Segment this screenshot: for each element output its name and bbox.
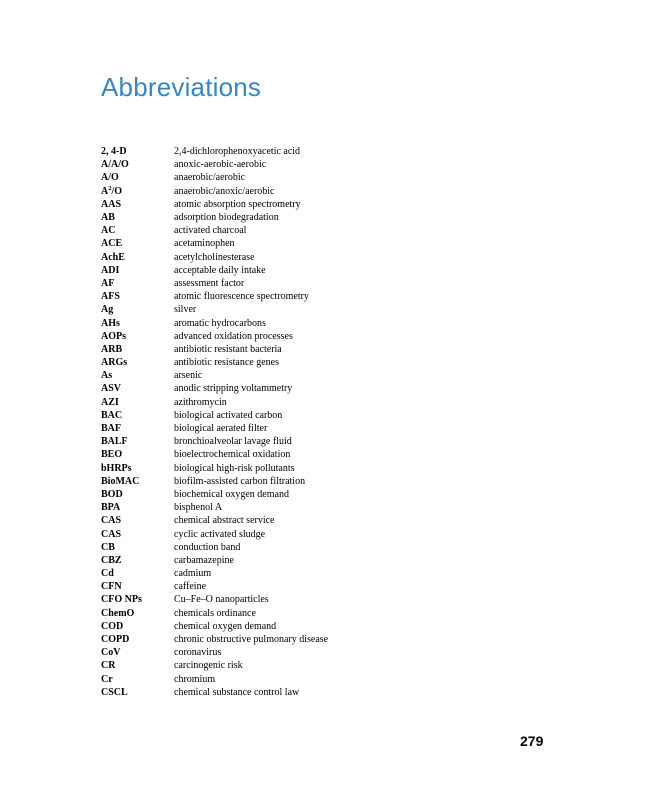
abbreviation-term: CoV [101, 647, 121, 659]
abbreviation-definition: cyclic activated sludge [174, 528, 266, 540]
abbreviation-definition: biological aerated filter [174, 423, 268, 435]
abbreviation-row [101, 409, 561, 422]
abbreviation-list [101, 145, 561, 699]
abbreviation-row [101, 646, 561, 659]
abbreviation-row [101, 356, 561, 369]
abbreviation-term: AB [101, 212, 115, 224]
abbreviation-term: CSCL [101, 686, 128, 698]
abbreviation-term: AZI [101, 396, 119, 408]
abbreviation-row [101, 422, 561, 435]
abbreviation-definition: antibiotic resistant bacteria [174, 343, 282, 355]
abbreviation-term: COPD [101, 634, 130, 646]
abbreviation-term: BPA [101, 502, 121, 514]
abbreviation-definition: chemicals ordinance [174, 607, 256, 619]
abbreviation-term: bHRPs [101, 462, 132, 474]
abbreviation-row [101, 554, 561, 567]
abbreviation-row [101, 251, 561, 264]
abbreviation-term: 2, 4-D [101, 146, 127, 158]
abbreviation-term: As [101, 370, 113, 382]
abbreviation-row [101, 330, 561, 343]
abbreviation-definition: caffeine [174, 581, 207, 593]
abbreviation-definition: Cu–Fe–O nanoparticles [174, 594, 269, 606]
abbreviation-definition: assessment factor [174, 277, 245, 289]
abbreviation-definition: adsorption biodegradation [174, 212, 279, 224]
abbreviation-definition: aromatic hydrocarbons [174, 317, 266, 329]
abbreviation-definition: atomic absorption spectrometry [174, 198, 301, 210]
abbreviation-definition: carbamazepine [174, 554, 234, 566]
abbreviation-term: Cr [101, 673, 113, 685]
abbreviation-term: ARGs [101, 357, 128, 369]
abbreviation-term: BioMAC [101, 475, 140, 487]
abbreviation-row [101, 158, 561, 171]
abbreviation-definition: atomic fluorescence spectrometry [174, 291, 309, 303]
abbreviation-row [101, 567, 561, 580]
abbreviation-definition: activated charcoal [174, 225, 247, 237]
abbreviation-definition: chemical substance control law [174, 686, 300, 698]
abbreviation-definition: biofilm-assisted carbon filtration [174, 475, 306, 487]
abbreviation-term: BOD [101, 488, 123, 500]
abbreviation-term-superscript: 2 [108, 184, 112, 192]
abbreviation-term: AHs [101, 317, 120, 329]
abbreviation-row [101, 686, 561, 699]
abbreviation-row [101, 593, 561, 606]
abbreviation-row [101, 462, 561, 475]
abbreviation-term: AchE [101, 251, 125, 263]
abbreviation-term: ARB [101, 343, 123, 355]
abbreviation-definition: chromium [174, 673, 216, 685]
abbreviation-definition: cadmium [174, 568, 212, 580]
abbreviation-term [101, 186, 174, 197]
abbreviation-term: ASV [101, 383, 122, 395]
abbreviation-term: AC [101, 225, 116, 237]
abbreviation-row [101, 198, 561, 211]
abbreviation-definition: bioelectrochemical oxidation [174, 449, 291, 461]
abbreviation-term: ACE [101, 238, 123, 250]
abbreviation-term: CAS [101, 528, 122, 540]
abbreviation-row [101, 527, 561, 540]
abbreviation-row [101, 145, 561, 158]
abbreviation-term-rest: /O [111, 185, 123, 197]
page-number: 279 [520, 733, 544, 749]
abbreviation-term: AOPs [101, 330, 126, 342]
abbreviation-term: BALF [101, 436, 128, 448]
abbreviation-row [101, 224, 561, 237]
abbreviation-row [101, 620, 561, 633]
abbreviation-definition: conduction band [174, 541, 241, 553]
abbreviation-row [101, 435, 561, 448]
abbreviation-definition: biochemical oxygen demand [174, 488, 289, 500]
abbreviation-row [101, 541, 561, 554]
abbreviation-row [101, 185, 561, 198]
abbreviation-row [101, 343, 561, 356]
abbreviation-definition: anodic stripping voltammetry [174, 383, 293, 395]
abbreviation-row [101, 659, 561, 672]
abbreviation-row [101, 673, 561, 686]
abbreviation-term: AFS [101, 291, 120, 303]
abbreviation-definition: chemical oxygen demand [174, 620, 277, 632]
abbreviation-row [101, 448, 561, 461]
abbreviation-term: CR [101, 660, 116, 672]
abbreviation-definition: azithromycin [174, 396, 227, 408]
abbreviation-definition: biological activated carbon [174, 409, 283, 421]
abbreviation-term: AAS [101, 198, 122, 210]
abbreviation-row [101, 501, 561, 514]
abbreviation-term: COD [101, 620, 124, 632]
abbreviation-row [101, 396, 561, 409]
abbreviation-row [101, 475, 561, 488]
abbreviation-definition: biological high-risk pollutants [174, 462, 295, 474]
abbreviation-term: BAC [101, 409, 123, 421]
abbreviation-row [101, 607, 561, 620]
abbreviation-term: CFO NPs [101, 594, 142, 606]
abbreviation-term-base: A [101, 185, 109, 197]
abbreviation-term: CBZ [101, 554, 122, 566]
abbreviation-row [101, 633, 561, 646]
abbreviation-definition: coronavirus [174, 647, 222, 659]
abbreviation-definition: chronic obstructive pulmonary disease [174, 634, 329, 646]
abbreviation-definition: chemical abstract service [174, 515, 275, 527]
abbreviation-definition: advanced oxidation processes [174, 330, 293, 342]
abbreviation-row [101, 488, 561, 501]
abbreviation-row [101, 316, 561, 329]
abbreviation-row [101, 171, 561, 184]
abbreviation-definition: acceptable daily intake [174, 264, 266, 276]
abbreviation-term: AF [101, 277, 115, 289]
abbreviation-definition: acetaminophen [174, 238, 235, 250]
abbreviation-term: ADI [101, 264, 120, 276]
abbreviation-row [101, 264, 561, 277]
abbreviation-term: CB [101, 541, 115, 553]
abbreviation-term: A/O [101, 172, 119, 184]
abbreviation-row [101, 382, 561, 395]
abbreviation-row [101, 580, 561, 593]
abbreviation-row [101, 369, 561, 382]
abbreviation-row [101, 237, 561, 250]
abbreviation-term: Ag [101, 304, 114, 316]
abbreviation-row [101, 211, 561, 224]
abbreviation-row [101, 303, 561, 316]
abbreviation-definition: arsenic [174, 370, 203, 382]
abbreviation-row [101, 514, 561, 527]
abbreviation-term: BAF [101, 423, 121, 435]
abbreviation-row [101, 277, 561, 290]
abbreviation-term: ChemO [101, 607, 135, 619]
abbreviation-definition: bisphenol A [174, 502, 223, 514]
abbreviation-definition: silver [174, 304, 197, 316]
abbreviation-term: CFN [101, 581, 122, 593]
abbreviation-definition: anaerobic/aerobic [174, 172, 246, 184]
abbreviation-definition: bronchioalveolar lavage fluid [174, 436, 292, 448]
abbreviation-term: CAS [101, 515, 122, 527]
abbreviation-definition: anaerobic/anoxic/aerobic [174, 185, 275, 197]
abbreviation-term: BEO [101, 449, 123, 461]
abbreviation-definition: antibiotic resistance genes [174, 357, 279, 369]
abbreviation-definition: anoxic-aerobic-aerobic [174, 159, 267, 171]
abbreviation-row [101, 290, 561, 303]
abbreviation-term: Cd [101, 568, 114, 580]
abbreviation-term: A/A/O [101, 159, 129, 171]
page-title: Abbreviations [101, 72, 262, 102]
abbreviation-definition: 2,4-dichlorophenoxyacetic acid [174, 146, 301, 158]
abbreviation-definition: acetylcholinesterase [174, 251, 255, 263]
abbreviation-definition: carcinogenic risk [174, 660, 243, 672]
